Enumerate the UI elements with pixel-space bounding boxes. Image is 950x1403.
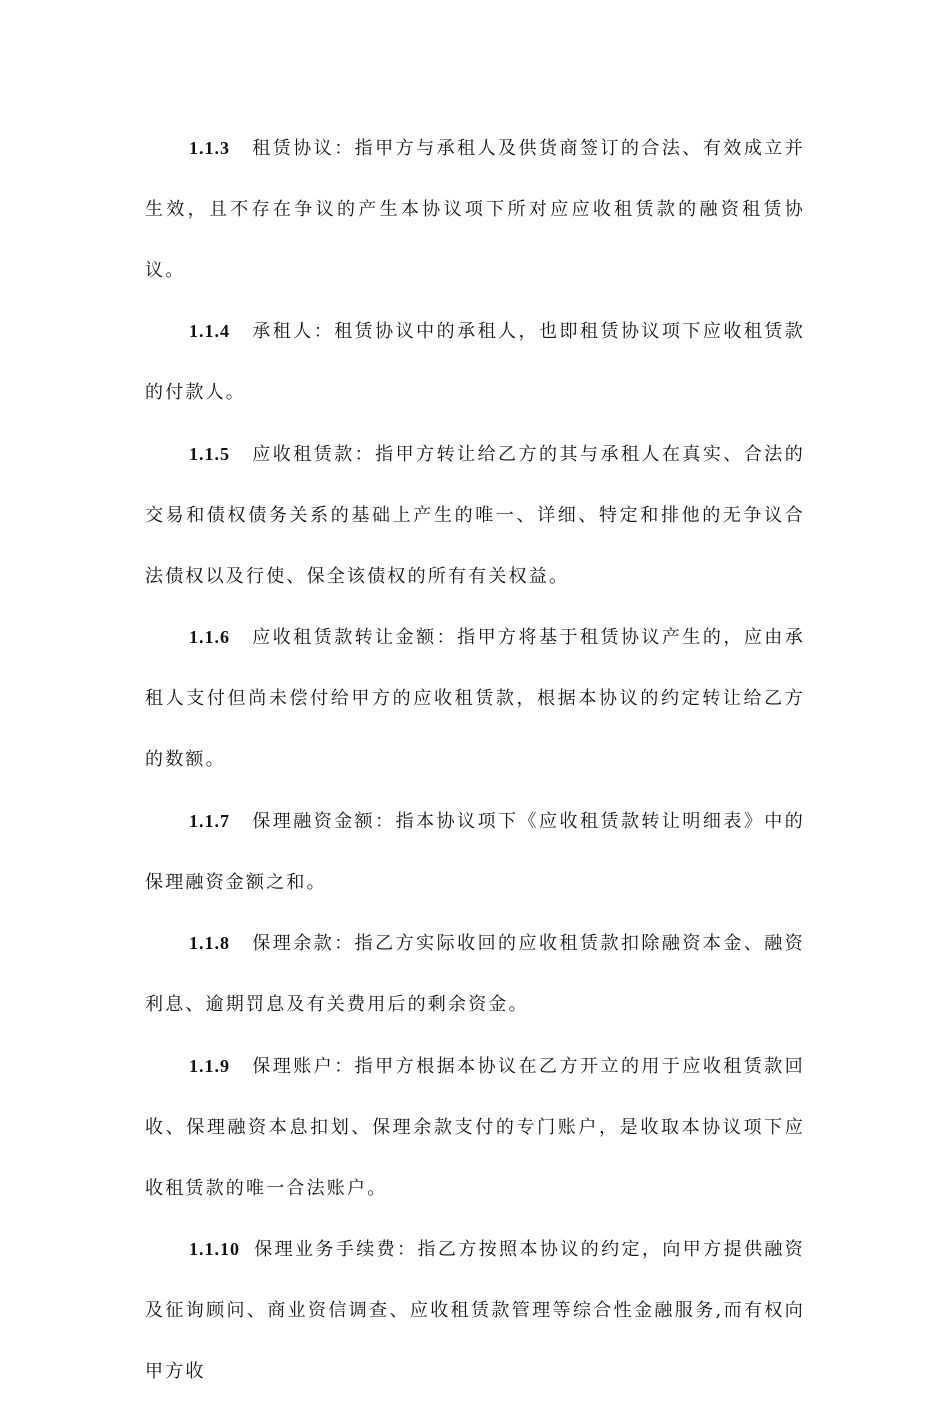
clause-1-1-7: [145, 791, 805, 914]
clause-1-1-8: [145, 913, 805, 1036]
clause-number: 1.1.6: [189, 627, 230, 648]
clause-text: 保理账户：指甲方根据本协议在乙方开立的用于应收租赁款回收、保理融资本息扣划、保理余款支付的专门账户，是收取本协议项下应收租赁款的唯一合法账户。: [145, 1055, 805, 1199]
clause-text: 承租人：租赁协议中的承租人，也即租赁协议项下应收租赁款的付款人。: [145, 321, 805, 404]
clause-text: 应收租赁款：指甲方转让给乙方的其与承租人在真实、合法的交易和债权债务关系的基础上产生的唯一、详细、特定和排他的无争议合法债权以及行使、保全该债权的所有有关权益。: [145, 443, 805, 587]
clause-number: 1.1.9: [189, 1055, 230, 1076]
clause-number: 1.1.7: [189, 810, 230, 831]
clause-1-1-6: [145, 607, 805, 790]
clause-number: 1.1.8: [189, 933, 230, 954]
clause-number: 1.1.5: [189, 443, 230, 464]
clause-number: 1.1.10: [189, 1239, 240, 1260]
clause-1-1-3: [145, 118, 805, 301]
clause-1-1-9: [145, 1036, 805, 1219]
clause-text: 保理融资金额：指本协议项下《应收租赁款转让明细表》中的保理融资金额之和。: [145, 810, 805, 893]
clause-1-1-4: [145, 301, 805, 424]
clause-1-1-5: [145, 424, 805, 607]
clause-1-1-10: [145, 1219, 805, 1402]
clause-text: 保理余款：指乙方实际收回的应收租赁款扣除融资本金、融资利息、逾期罚息及有关费用后的剩余资金。: [145, 933, 805, 1016]
clause-text: 租赁协议：指甲方与承租人及供货商签订的合法、有效成立并生效，且不存在争议的产生本协议项下所对应应收租赁款的融资租赁协议。: [145, 138, 805, 281]
clause-text: 保理业务手续费：指乙方按照本协议的约定，向甲方提供融资及征询顾问、商业资信调查、应收租赁款管理等综合性金融服务,而有权向甲方收: [145, 1239, 805, 1382]
clause-number: 1.1.4: [189, 321, 230, 342]
document-page: [145, 118, 805, 1403]
clause-text: 应收租赁款转让金额：指甲方将基于租赁协议产生的，应由承租人支付但尚未偿付给甲方的应收租赁款，根据本协议的约定转让给乙方的数额。: [145, 627, 805, 770]
clause-number: 1.1.3: [189, 138, 230, 158]
